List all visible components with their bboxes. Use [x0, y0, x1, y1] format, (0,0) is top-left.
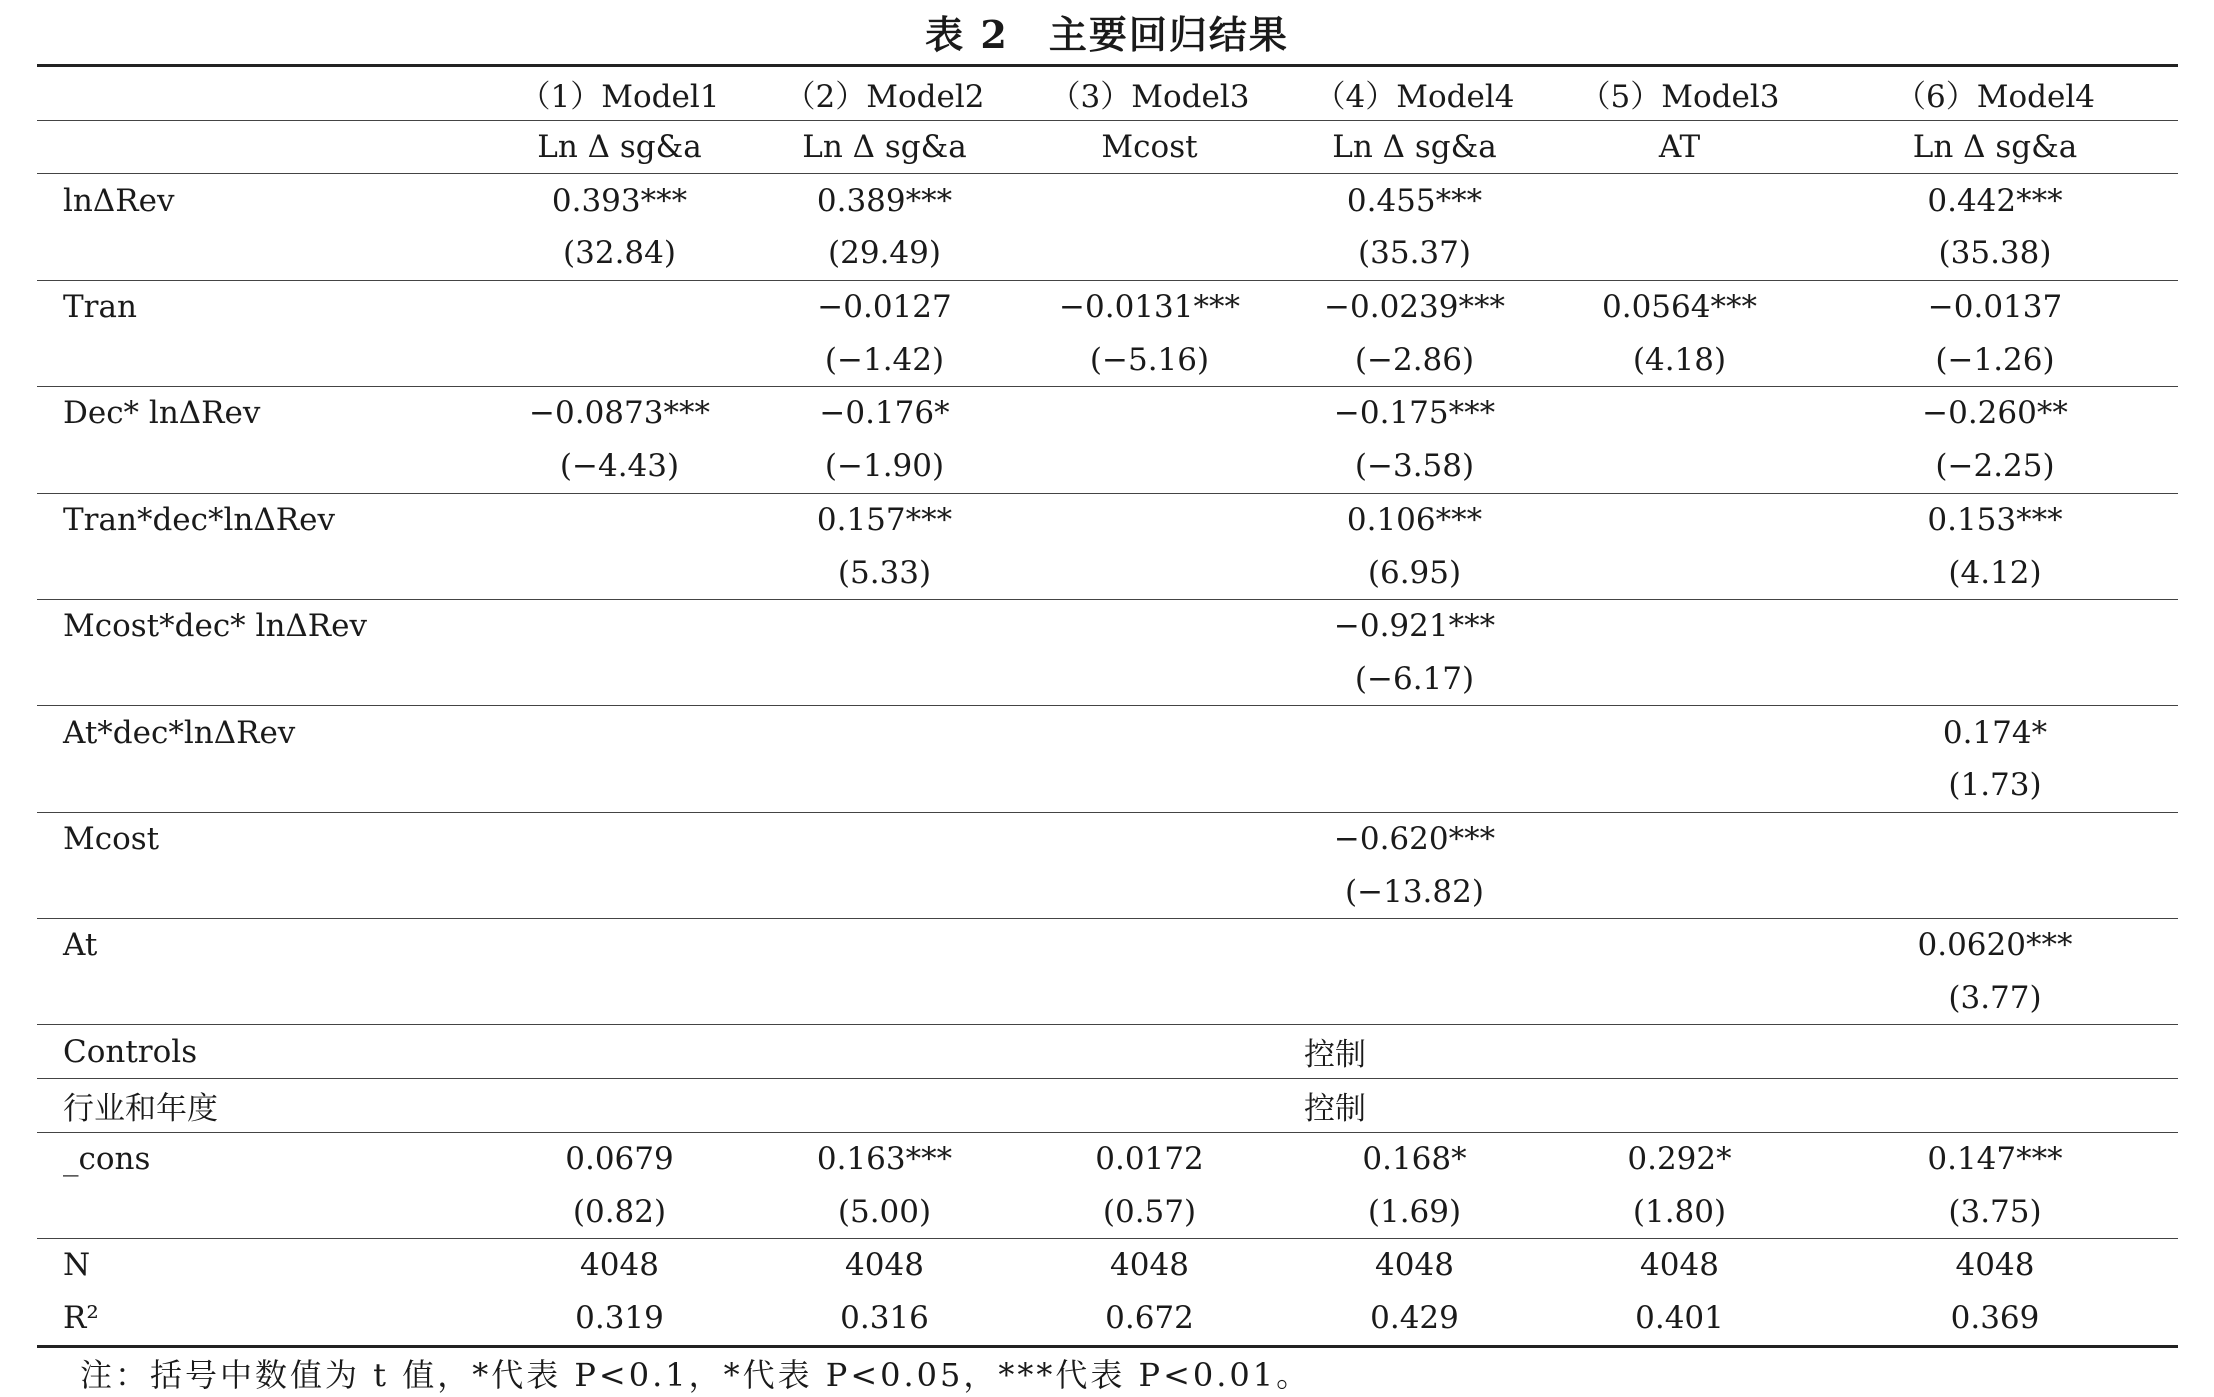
- variable-label: Mcost*dec* lnΔRev: [37, 599, 487, 652]
- n-cell: 4048: [1812, 1239, 2178, 1292]
- tstat-cell: (−4.43): [559, 448, 680, 485]
- tstat-cell: [487, 759, 752, 812]
- coef-cell: [1017, 812, 1282, 865]
- coef-cell: −0.0137: [1812, 280, 2178, 333]
- table-row: [37, 919, 2178, 972]
- coef-cell: 0.153***: [1812, 493, 2178, 546]
- variable-label: At*dec*lnΔRev: [37, 706, 487, 759]
- table-row: [37, 812, 2178, 865]
- table-row: [37, 493, 2178, 546]
- spacer-cell: [1547, 1079, 2178, 1133]
- variable-label: _cons: [37, 1132, 487, 1185]
- controls-row: [37, 1025, 2178, 1079]
- column-header: （3）Model3: [1017, 66, 1282, 121]
- coef-cell: [1547, 174, 1812, 227]
- tstat-cell: (4.12): [1948, 554, 2042, 591]
- empty-label-cell: [37, 333, 487, 386]
- header-empty-cell: [37, 120, 487, 174]
- table-row-tstat: [37, 865, 2178, 918]
- column-header: （4）Model4: [1282, 66, 1547, 121]
- coef-cell: [1282, 919, 1547, 972]
- variable-label: Dec* lnΔRev: [37, 387, 487, 440]
- n-cell: 4048: [1282, 1239, 1547, 1292]
- r2-cell: 0.429: [1282, 1292, 1547, 1346]
- empty-label-cell: [37, 865, 487, 918]
- coef-cell: 0.157***: [752, 493, 1017, 546]
- n-cell: 4048: [1547, 1239, 1812, 1292]
- coef-cell: [752, 812, 1017, 865]
- dependent-var-header: AT: [1547, 120, 1812, 174]
- table-row: [37, 280, 2178, 333]
- coef-cell: [1547, 387, 1812, 440]
- coef-cell: −0.0127: [752, 280, 1017, 333]
- coef-cell: 0.168*: [1282, 1132, 1547, 1185]
- dependent-var-header: Ln Δ sg&a: [1812, 120, 2178, 174]
- tstat-cell: (−6.17): [1354, 660, 1475, 697]
- empty-label-cell: [37, 227, 487, 280]
- table-row-tstat: [37, 546, 2178, 599]
- tstat-cell: (35.38): [1938, 235, 2052, 272]
- coef-cell: 0.0172: [1017, 1132, 1282, 1185]
- industry-year-row: [37, 1079, 2178, 1133]
- tstat-cell: (−5.16): [1089, 341, 1210, 378]
- tstat-cell: [1017, 865, 1282, 918]
- tstat-cell: (1.69): [1367, 1193, 1462, 1230]
- coef-cell: 0.442***: [1812, 174, 2178, 227]
- regression-table: [37, 64, 2178, 1348]
- column-header: （1）Model1: [487, 66, 752, 121]
- coef-cell: [1282, 706, 1547, 759]
- r2-cell: 0.319: [487, 1292, 752, 1346]
- tstat-cell: (3.75): [1948, 1193, 2042, 1230]
- tstat-cell: [487, 333, 752, 386]
- spacer-cell: [487, 1025, 1282, 1079]
- tstat-cell: [1282, 759, 1547, 812]
- coef-cell: −0.620***: [1282, 812, 1547, 865]
- tstat-cell: [487, 865, 752, 918]
- coef-cell: [1547, 599, 1812, 652]
- control-value: 控制: [1282, 1079, 1547, 1133]
- coef-cell: 0.455***: [1282, 174, 1547, 227]
- table-row: [37, 387, 2178, 440]
- coef-cell: 0.0564***: [1547, 280, 1812, 333]
- table-row: [37, 599, 2178, 652]
- variable-label: N: [37, 1239, 487, 1292]
- coef-cell: [1812, 599, 2178, 652]
- tstat-cell: (5.33): [837, 554, 932, 591]
- coef-cell: [1812, 812, 2178, 865]
- coef-cell: −0.175***: [1282, 387, 1547, 440]
- tstat-cell: [1547, 865, 1812, 918]
- tstat-cell: [1282, 972, 1547, 1025]
- tstat-cell: (−1.42): [824, 341, 945, 378]
- r2-row: [37, 1292, 2178, 1346]
- column-header: （5）Model3: [1547, 66, 1812, 121]
- tstat-cell: (−2.25): [1935, 448, 2055, 485]
- coef-cell: 0.389***: [752, 174, 1017, 227]
- tstat-cell: [1547, 759, 1812, 812]
- table-row-tstat: [37, 759, 2178, 812]
- tstat-cell: (0.82): [572, 1193, 667, 1230]
- coef-cell: [1547, 812, 1812, 865]
- coef-cell: [487, 706, 752, 759]
- coef-cell: 0.0679: [487, 1132, 752, 1185]
- variable-label: 行业和年度: [37, 1079, 487, 1133]
- tstat-cell: (1.80): [1632, 1193, 1727, 1230]
- tstat-cell: (35.37): [1358, 235, 1471, 272]
- coef-cell: [487, 280, 752, 333]
- table-caption: 表 2 主要回归结果: [925, 12, 1289, 57]
- tstat-cell: (−1.90): [824, 448, 945, 485]
- table-row: [37, 706, 2178, 759]
- tstat-cell: (6.95): [1367, 554, 1462, 591]
- dependent-var-header: Ln Δ sg&a: [487, 120, 752, 174]
- dependent-var-header: Ln Δ sg&a: [1282, 120, 1547, 174]
- tstat-cell: [487, 653, 752, 706]
- tstat-cell: (5.00): [837, 1193, 932, 1230]
- tstat-cell: [1017, 227, 1282, 280]
- tstat-cell: (−13.82): [1345, 873, 1484, 910]
- n-cell: 4048: [1017, 1239, 1282, 1292]
- tstat-cell: [1017, 546, 1282, 599]
- tstat-cell: [1017, 972, 1282, 1025]
- coef-cell: −0.921***: [1282, 599, 1547, 652]
- coef-cell: 0.106***: [1282, 493, 1547, 546]
- coef-cell: 0.174*: [1812, 706, 2178, 759]
- coef-cell: −0.260**: [1812, 387, 2178, 440]
- column-header: （2）Model2: [752, 66, 1017, 121]
- coef-cell: [1017, 493, 1282, 546]
- empty-label-cell: [37, 972, 487, 1025]
- control-value: 控制: [1282, 1025, 1547, 1079]
- column-header: （6）Model4: [1812, 66, 2178, 121]
- tstat-cell: (−3.58): [1354, 448, 1475, 485]
- header-row-dependent: [37, 120, 2178, 174]
- coef-cell: −0.0873***: [487, 387, 752, 440]
- tstat-cell: (−2.86): [1354, 341, 1475, 378]
- spacer-cell: [487, 1079, 1282, 1133]
- tstat-cell: [1017, 440, 1282, 493]
- tstat-cell: (−1.26): [1935, 341, 2055, 378]
- empty-label-cell: [37, 653, 487, 706]
- coef-cell: 0.393***: [487, 174, 752, 227]
- table-row-tstat: [37, 653, 2178, 706]
- tstat-cell: [1547, 546, 1812, 599]
- tstat-cell: [487, 546, 752, 599]
- tstat-cell: [752, 865, 1017, 918]
- dependent-var-header: Ln Δ sg&a: [752, 120, 1017, 174]
- tstat-cell: [752, 759, 1017, 812]
- empty-label-cell: [37, 546, 487, 599]
- tstat-cell: [752, 972, 1017, 1025]
- table-note: 注：括号中数值为 t 值，*代表 P<0.1，*代表 P<0.05，***代表 P<0.01。: [80, 1356, 1312, 1394]
- coef-cell: 0.0620***: [1812, 919, 2178, 972]
- tstat-cell: [1017, 653, 1282, 706]
- empty-label-cell: [37, 759, 487, 812]
- dependent-var-header: Mcost: [1017, 120, 1282, 174]
- tstat-cell: [1812, 865, 2178, 918]
- table-row-tstat: [37, 333, 2178, 386]
- tstat-cell: (29.49): [828, 235, 941, 272]
- coef-cell: [752, 599, 1017, 652]
- empty-label-cell: [37, 1185, 487, 1238]
- tstat-cell: [1547, 227, 1812, 280]
- coef-cell: [1547, 706, 1812, 759]
- variable-label: R²: [37, 1292, 487, 1346]
- tstat-cell: [487, 972, 752, 1025]
- cons-tstat-row: [37, 1185, 2178, 1238]
- header-row-models: [37, 66, 2178, 121]
- variable-label: Tran*dec*lnΔRev: [37, 493, 487, 546]
- tstat-cell: [1812, 653, 2178, 706]
- cons-row: [37, 1132, 2178, 1185]
- coef-cell: [1547, 493, 1812, 546]
- table-row: [37, 174, 2178, 227]
- coef-cell: [1547, 919, 1812, 972]
- tstat-cell: [752, 653, 1017, 706]
- variable-label: At: [37, 919, 487, 972]
- coef-cell: [487, 919, 752, 972]
- spacer-cell: [1547, 1025, 2178, 1079]
- coef-cell: 0.292*: [1547, 1132, 1812, 1185]
- tstat-cell: (32.84): [563, 235, 676, 272]
- r2-cell: 0.369: [1812, 1292, 2178, 1346]
- tstat-cell: [1547, 440, 1812, 493]
- coef-cell: −0.176*: [752, 387, 1017, 440]
- tstat-cell: [1547, 972, 1812, 1025]
- coef-cell: 0.163***: [752, 1132, 1017, 1185]
- tstat-cell: [1547, 653, 1812, 706]
- r2-cell: 0.401: [1547, 1292, 1812, 1346]
- r2-cell: 0.316: [752, 1292, 1017, 1346]
- tstat-cell: (1.73): [1948, 767, 2042, 804]
- coef-cell: [1017, 174, 1282, 227]
- coef-cell: [1017, 599, 1282, 652]
- variable-label: Controls: [37, 1025, 487, 1079]
- coef-cell: [487, 599, 752, 652]
- table-row-tstat: [37, 972, 2178, 1025]
- tstat-cell: (3.77): [1948, 980, 2042, 1017]
- coef-cell: [1017, 387, 1282, 440]
- coef-cell: −0.0131***: [1017, 280, 1282, 333]
- coef-cell: [487, 493, 752, 546]
- n-cell: 4048: [752, 1239, 1017, 1292]
- n-cell: 4048: [487, 1239, 752, 1292]
- coef-cell: [1017, 706, 1282, 759]
- table-row-tstat: [37, 227, 2178, 280]
- n-row: [37, 1239, 2178, 1292]
- coef-cell: [752, 706, 1017, 759]
- coef-cell: [1017, 919, 1282, 972]
- coef-cell: [487, 812, 752, 865]
- empty-label-cell: [37, 440, 487, 493]
- header-empty-cell: [37, 66, 487, 121]
- r2-cell: 0.672: [1017, 1292, 1282, 1346]
- variable-label: lnΔRev: [37, 174, 487, 227]
- coef-cell: −0.0239***: [1282, 280, 1547, 333]
- tstat-cell: [1017, 759, 1282, 812]
- coef-cell: [752, 919, 1017, 972]
- table-row-tstat: [37, 440, 2178, 493]
- tstat-cell: (0.57): [1102, 1193, 1197, 1230]
- tstat-cell: (4.18): [1632, 341, 1727, 378]
- variable-label: Tran: [37, 280, 487, 333]
- variable-label: Mcost: [37, 812, 487, 865]
- coef-cell: 0.147***: [1812, 1132, 2178, 1185]
